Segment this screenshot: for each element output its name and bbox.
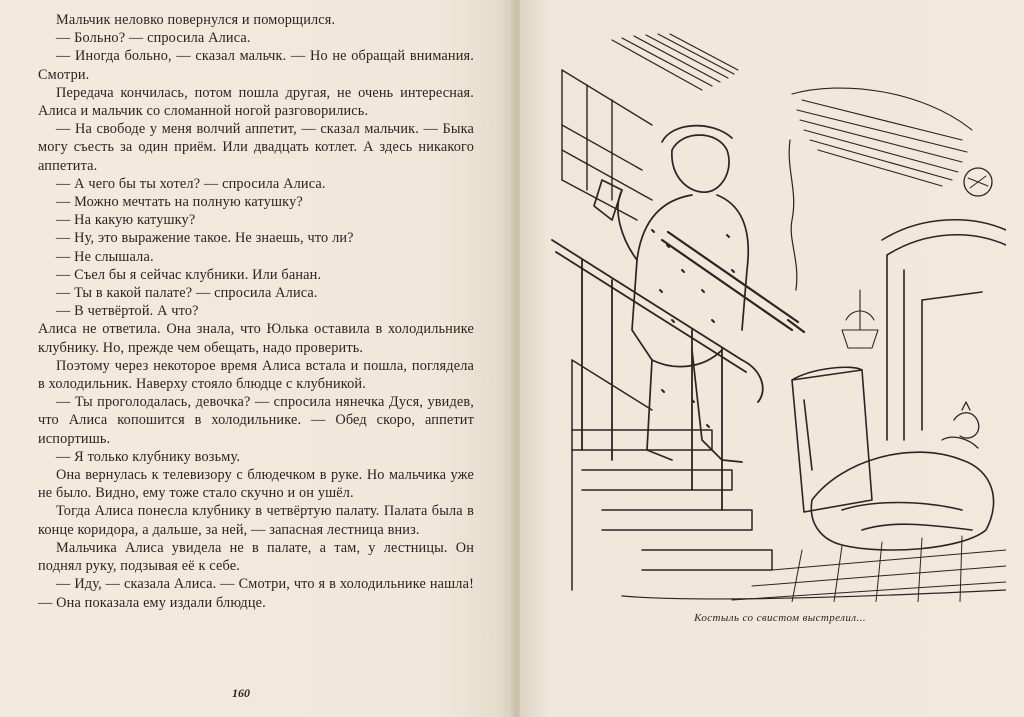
lying-figure xyxy=(811,452,993,550)
paragraph: — В четвёртой. А что? xyxy=(56,303,199,320)
lamp-hatching xyxy=(792,88,972,186)
illustration-caption: Костыль со свистом выстрелил... xyxy=(694,612,866,624)
crutch xyxy=(662,232,804,332)
smoke-wisp xyxy=(789,140,797,290)
paragraph: — Больно? — спросила Алиса. xyxy=(56,30,251,47)
paragraph: Тогда Алиса понесла клубнику в четвёртую палату. Палата была в конце коридора, а дальше, за ней, — запасная лестница вниз. xyxy=(38,503,474,538)
paragraph: — Съел бы я сейчас клубники. Или банан. xyxy=(56,266,322,283)
paragraph: — На свободе у меня волчий аппетит, — сказал мальчик. — Быка могу съесть за один приём. Или двадцать котлет. А здесь никакого аппетита. xyxy=(38,121,474,174)
paragraph: Передача кончилась, потом пошла другая, не очень интересная. Алиса и мальчик со сломанной ногой разговорились. xyxy=(38,84,474,120)
paragraph: — А чего бы ты хотел? — спросила Алиса. xyxy=(56,175,326,192)
paragraph: — Не слышала. xyxy=(56,248,154,265)
paragraph: Мальчик неловко повернулся и поморщился. xyxy=(56,12,336,28)
illustration xyxy=(542,30,1006,602)
paragraph: — Иногда больно, — сказал мальчк. — Но не обращай внимания. Смотри. xyxy=(38,48,474,83)
paragraph: — Ну, это выражение такое. Не знаешь, что ли? xyxy=(56,230,354,247)
body-text xyxy=(38,11,474,612)
paragraph: Она вернулась к телевизору с блюдечком в руке. Но мальчика уже не было. Видно, ему тоже стало скучно и он ушёл. xyxy=(38,467,474,502)
paragraph: Алиса не ответила. Она знала, что Юлька оставила в холодильнике клубнику. Но, прежде чем обещать, надо проверить. xyxy=(38,321,474,356)
boy-figure xyxy=(594,126,748,462)
paragraph: Мальчика Алиса увидела не в палате, а там, у лестницы. Он поднял руку, подзывая её к себе. xyxy=(38,539,474,575)
paragraph: — Ты в какой палате? — спросила Алиса. xyxy=(56,285,318,302)
ceiling-hatching xyxy=(612,34,738,90)
window-frame xyxy=(562,70,652,220)
paragraph: — Можно мечтать на полную катушку? xyxy=(56,194,303,211)
hanging-plant xyxy=(842,290,878,348)
paragraph: — На какую катушку? xyxy=(56,212,196,229)
refrigerator xyxy=(792,367,872,512)
paragraph: Поэтому через некоторое время Алиса встала и пошла, поглядела в холодильник. Наверху стояло блюдце с клубникой. xyxy=(38,357,474,393)
staircase xyxy=(572,360,772,590)
right-page xyxy=(520,0,1024,717)
kitten xyxy=(942,402,979,448)
paragraph: — Ты проголодалась, девочка? — спросила нянечка Дуся, увидев, что Алиса копошится в холодильнике. — Обед скоро, аппетит испортишь. xyxy=(38,394,474,447)
page-number: 160 xyxy=(232,686,250,700)
paragraph: — Я только клубнику возьму. xyxy=(56,448,241,465)
doorway xyxy=(882,220,1006,440)
paragraph: — Иду, — сказала Алиса. — Смотри, что я в холодильнике нашла! — Она показала ему издали блюдце. xyxy=(38,576,474,611)
